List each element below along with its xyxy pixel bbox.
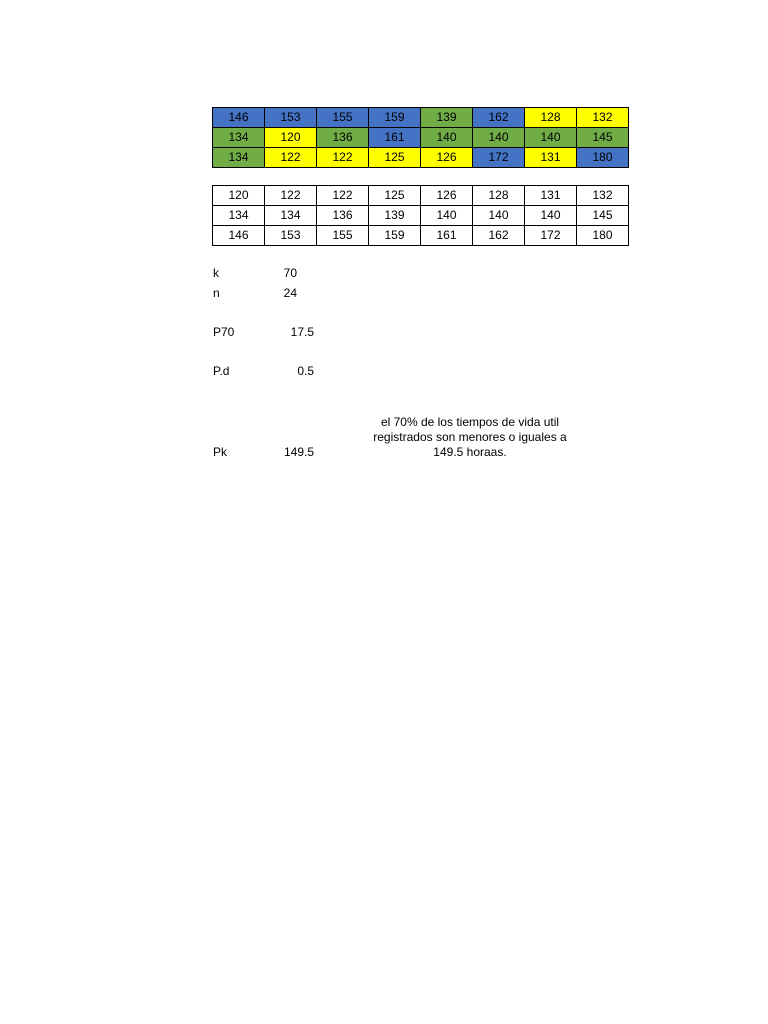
sorted-data-table <box>212 185 629 246</box>
table-cell: 139 <box>421 108 473 128</box>
table-cell: 172 <box>473 148 525 168</box>
table-cell: 162 <box>473 108 525 128</box>
stat-label-k: k <box>213 266 219 280</box>
table-cell: 159 <box>369 108 421 128</box>
table-cell: 155 <box>317 226 369 246</box>
table-cell: 131 <box>525 148 577 168</box>
table-cell: 120 <box>265 128 317 148</box>
table-cell: 122 <box>265 186 317 206</box>
stat-label-pd: P.d <box>213 364 230 378</box>
table-cell: 134 <box>265 206 317 226</box>
table-cell: 140 <box>525 206 577 226</box>
table-cell: 134 <box>213 128 265 148</box>
table-cell: 140 <box>525 128 577 148</box>
table-cell: 159 <box>369 226 421 246</box>
table-cell: 128 <box>525 108 577 128</box>
table-cell: 128 <box>473 186 525 206</box>
table-cell: 136 <box>317 128 369 148</box>
table-cell: 122 <box>265 148 317 168</box>
table-cell: 146 <box>213 226 265 246</box>
conclusion-line: el 70% de los tiempos de vida util <box>380 415 560 429</box>
table-cell: 145 <box>577 128 629 148</box>
table-cell: 140 <box>421 206 473 226</box>
conclusion-line: registrados son menores o iguales a <box>373 430 567 444</box>
colored-data-table <box>212 107 629 168</box>
stat-value-pk: 149.5 <box>283 445 314 459</box>
table-cell: 180 <box>577 226 629 246</box>
table-cell: 140 <box>421 128 473 148</box>
table-row <box>213 148 629 168</box>
table-cell: 172 <box>525 226 577 246</box>
table-cell: 180 <box>577 148 629 168</box>
table-row <box>213 206 629 226</box>
table-cell: 122 <box>317 186 369 206</box>
table-cell: 155 <box>317 108 369 128</box>
table-cell: 136 <box>317 206 369 226</box>
table-cell: 140 <box>473 128 525 148</box>
table-cell: 153 <box>265 226 317 246</box>
table-cell: 161 <box>421 226 473 246</box>
stat-label-n: n <box>213 286 220 300</box>
table-row <box>213 128 629 148</box>
conclusion-line: 149.5 horaas. <box>433 445 507 459</box>
table-cell: 125 <box>369 186 421 206</box>
table-cell: 161 <box>369 128 421 148</box>
stat-value-k: 70 <box>283 266 297 280</box>
table-cell: 134 <box>213 148 265 168</box>
table-cell: 131 <box>525 186 577 206</box>
table-row <box>213 186 629 206</box>
table-cell: 132 <box>577 186 629 206</box>
stat-value-pd: 0.5 <box>297 364 314 378</box>
table-row <box>213 108 629 128</box>
table-cell: 134 <box>213 206 265 226</box>
table-cell: 126 <box>421 186 473 206</box>
table-cell: 145 <box>577 206 629 226</box>
table-cell: 122 <box>317 148 369 168</box>
table-cell: 162 <box>473 226 525 246</box>
stat-label-p70: P70 <box>213 325 235 339</box>
stat-value-n: 24 <box>283 286 297 300</box>
stat-value-p70: 17.5 <box>290 325 314 339</box>
table-cell: 132 <box>577 108 629 128</box>
table-cell: 125 <box>369 148 421 168</box>
table-cell: 140 <box>473 206 525 226</box>
table-cell: 126 <box>421 148 473 168</box>
table-cell: 153 <box>265 108 317 128</box>
table-cell: 139 <box>369 206 421 226</box>
conclusion-text <box>345 415 595 460</box>
stat-label-pk: Pk <box>213 445 228 459</box>
table-cell: 146 <box>213 108 265 128</box>
table-row <box>213 226 629 246</box>
table-cell: 120 <box>213 186 265 206</box>
